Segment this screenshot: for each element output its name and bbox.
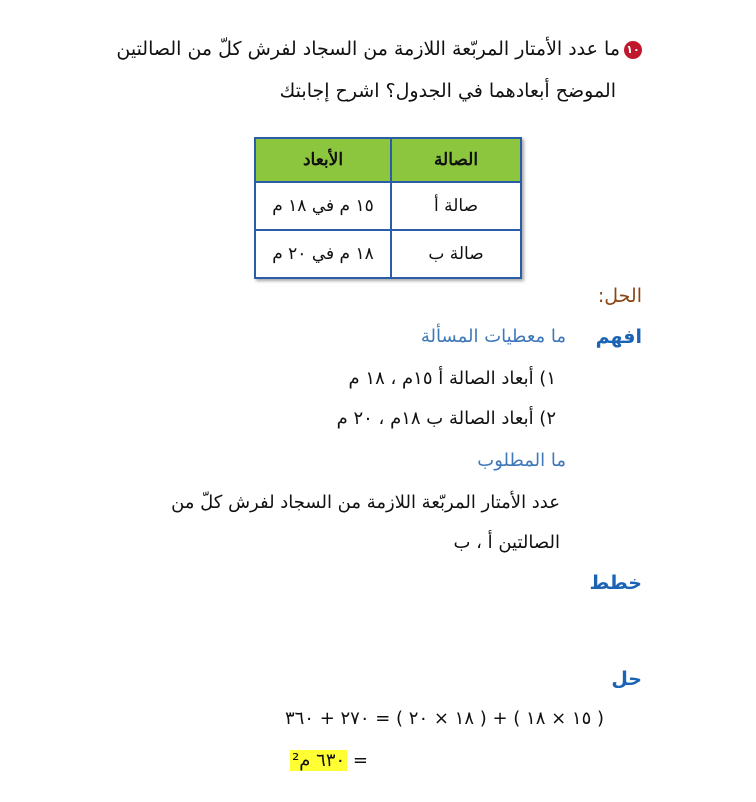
table-cell-dimensions: ١٨ م في ٢٠ م [255,230,391,278]
question-number-badge: ١٠ [624,41,642,59]
understand-label: افهم [595,326,642,348]
solve-result-line [290,750,368,771]
solution-label: الحل: [597,285,642,307]
question-text-1: ما عدد الأمتار المربّعة اللازمة من السجاد لفرش كلّ من الصالتين [116,38,620,60]
dimensions-table [254,137,522,279]
question-line-1 [116,38,642,60]
required-label: ما المطلوب [477,450,566,471]
table-header-dimensions: الأبعاد [255,138,391,182]
required-line-2: الصالتين أ ، ب [453,532,560,553]
given-item-1: ١) أبعاد الصالة أ ١٥م ، ١٨ م [348,368,556,389]
solve-label: حل [611,668,642,690]
table-header-hall: الصالة [391,138,521,182]
table-cell-hall: صالة أ [391,182,521,230]
table-cell-hall: صالة ب [391,230,521,278]
table-row [255,182,521,230]
table-header-row [255,138,521,182]
table-row [255,230,521,278]
equals-sign: = [352,750,368,771]
given-item-2: ٢) أبعاد الصالة ب ١٨م ، ٢٠ م [336,408,556,429]
highlighted-result: ٦٣٠ م² [292,750,346,771]
solve-equation: ( ١٥ × ١٨ ) + ( ١٨ × ٢٠ ) = ٢٧٠ + ٣٦٠ [284,708,604,729]
table-cell-dimensions: ١٥ م في ١٨ م [255,182,391,230]
question-line-2: الموضح أبعادهما في الجدول؟ اشرح إجابتك [279,80,616,102]
givens-label: ما معطيات المسألة [420,326,566,347]
plan-label: خطط [589,572,642,594]
required-line-1: عدد الأمتار المربّعة اللازمة من السجاد لفرش كلّ من [171,492,560,513]
